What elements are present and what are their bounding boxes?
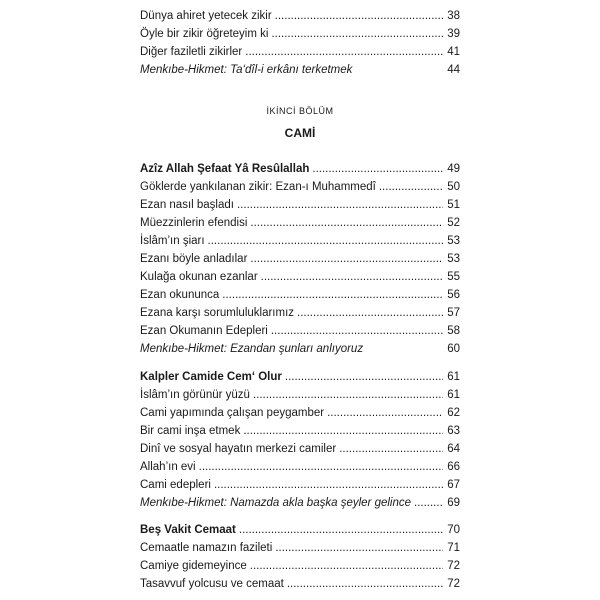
leader-dots [297, 306, 443, 320]
leader-dots [250, 252, 443, 266]
entry-page: 41 [447, 46, 460, 58]
entry-page: 51 [447, 199, 460, 211]
entry-page: 72 [447, 560, 460, 572]
entry-page: 71 [447, 542, 460, 554]
leader-dots [271, 324, 443, 338]
entry-title: Diğer faziletli zikirler [140, 46, 243, 58]
entry-title: Kulağa okunan ezanlar [140, 271, 258, 283]
entry-title: Ezan Okumanın Edepleri [140, 325, 268, 337]
entry-page: 39 [447, 28, 460, 40]
leader-dots [199, 460, 443, 474]
leader-dots [245, 45, 443, 59]
entry-title: Menkıbe-Hikmet: Ta‘dîl-i erkânı terketmek [140, 64, 353, 76]
section-title: CAMİ [284, 126, 316, 140]
entry-title: Öyle bir zikir öğreteyim ki [140, 28, 269, 40]
toc-entry [140, 338, 460, 356]
section-label: İKİNCİ BÖLÜM [266, 106, 334, 116]
toc-entry [140, 384, 460, 402]
toc-entry [140, 194, 460, 212]
entry-page: 64 [447, 443, 460, 455]
toc-entry [140, 23, 460, 41]
leader-dots [214, 478, 443, 492]
leader-dots [339, 442, 443, 456]
entry-page: 60 [447, 343, 460, 355]
leader-dots [275, 541, 443, 555]
leader-dots [271, 27, 443, 41]
toc-entry [140, 438, 460, 456]
entry-page: 61 [447, 389, 460, 401]
entry-page: 53 [447, 253, 460, 265]
entry-title: İslâm’ın görünür yüzü [140, 389, 250, 401]
entry-title: İslâm’ın şiarı [140, 235, 205, 247]
entry-title: Ezan nasıl başladı [140, 199, 234, 211]
leader-dots [222, 288, 443, 302]
entry-title: Göklerde yankılanan zikir: Ezan-ı Muhammedî [140, 181, 376, 193]
entry-page: 56 [447, 289, 460, 301]
entry-page: 69 [447, 497, 460, 509]
entry-title: Cemaatle namazın fazileti [140, 542, 273, 554]
entry-title: Dünya ahiret yetecek zikir [140, 10, 272, 22]
toc-entry [140, 302, 460, 320]
toc-entry [140, 284, 460, 302]
leader-dots [414, 496, 443, 510]
entry-page: 70 [447, 524, 460, 536]
leader-dots [261, 270, 443, 284]
entry-page: 62 [447, 407, 460, 419]
entry-title: Ezana karşı sorumluluklarımız [140, 307, 295, 319]
entry-title: Cami edepleri [140, 479, 211, 491]
entry-page: 55 [447, 271, 460, 283]
entry-page: 67 [447, 479, 460, 491]
toc-entry [140, 519, 460, 537]
toc-entry [140, 420, 460, 438]
entry-title: Ezan okununca [140, 289, 220, 301]
toc-entry [140, 537, 460, 555]
leader-dots [250, 216, 443, 230]
toc-entry [140, 366, 460, 384]
entry-title: Ezanı böyle anladılar [140, 253, 248, 265]
toc-entry [140, 402, 460, 420]
entry-title: Bir cami inşa etmek [140, 425, 241, 437]
toc-entry [140, 555, 460, 573]
entry-page: 57 [447, 307, 460, 319]
toc-entry [140, 320, 460, 338]
leader-dots [287, 577, 443, 591]
toc-entry [140, 212, 460, 230]
entry-page: 63 [447, 425, 460, 437]
toc-entry [140, 5, 460, 23]
leader-dots [327, 406, 443, 420]
toc-entry [140, 41, 460, 59]
leader-dots [239, 523, 443, 537]
entry-page: 58 [447, 325, 460, 337]
entry-page: 72 [447, 578, 460, 590]
entry-title: Cami yapımında çalışan peygamber [140, 407, 325, 419]
leader-dots [250, 559, 443, 573]
entry-title: Menkıbe-Hikmet: Ezandan şunları anlıyoruz [140, 343, 364, 355]
toc-entry [140, 573, 460, 591]
entry-title: Tasavvuf yolcusu ve cemaat [140, 578, 284, 590]
toc-entry [140, 474, 460, 492]
toc-entry [140, 456, 460, 474]
toc-entry [140, 492, 460, 510]
leader-dots [379, 180, 443, 194]
toc-entry [140, 266, 460, 284]
entry-page: 44 [447, 64, 460, 76]
entry-page: 50 [447, 181, 460, 193]
entry-title: Camiye gidemeyince [140, 560, 247, 572]
entry-page: 66 [447, 461, 460, 473]
toc-entry [140, 176, 460, 194]
toc-entry [140, 248, 460, 266]
toc-entry [140, 230, 460, 248]
leader-dots [275, 9, 443, 23]
entry-title: Azîz Allah Şefaat Yâ Resûlallah [140, 163, 310, 175]
entry-title: Menkıbe-Hikmet: Namazda akla başka şeyler gelince [140, 497, 412, 509]
entry-title: Kalpler Camide Cem‘ Olur [140, 371, 282, 383]
leader-dots [208, 234, 443, 248]
entry-page: 49 [447, 163, 460, 175]
leader-dots [237, 198, 443, 212]
entry-title: Müezzinlerin efendisi [140, 217, 248, 229]
entry-title: Allah’ın evi [140, 461, 196, 473]
toc-entry [140, 158, 460, 176]
entry-title: Dinî ve sosyal hayatın merkezi camiler [140, 443, 337, 455]
entry-page: 61 [447, 371, 460, 383]
leader-dots [253, 388, 443, 402]
entry-page: 52 [447, 217, 460, 229]
leader-dots [243, 424, 443, 438]
toc-entry [140, 59, 460, 77]
leader-dots [312, 162, 443, 176]
entry-page: 53 [447, 235, 460, 247]
leader-dots [285, 370, 443, 384]
entry-title: Beş Vakit Cemaat [140, 524, 236, 536]
entry-page: 38 [447, 10, 460, 22]
